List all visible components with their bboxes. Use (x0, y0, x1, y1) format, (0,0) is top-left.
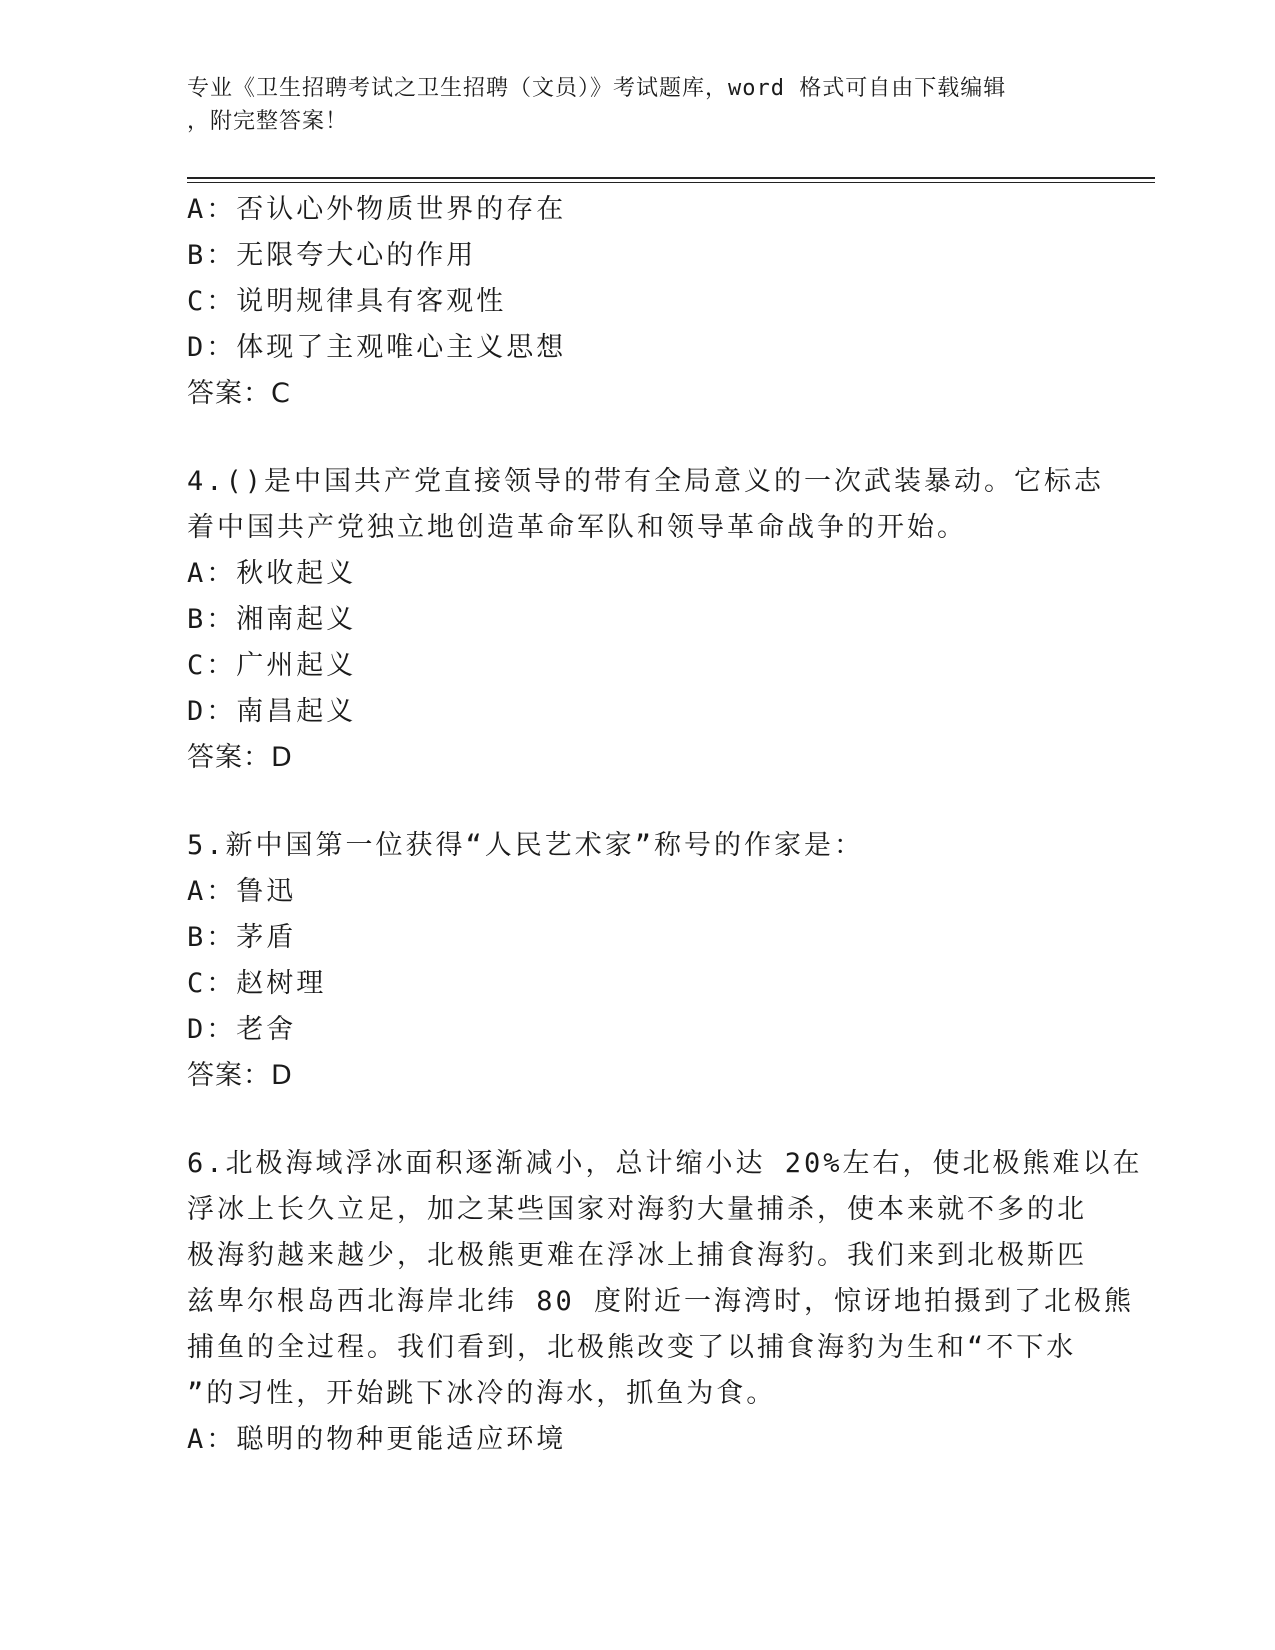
option-b: B：无限夸大心的作用 (187, 240, 477, 271)
header-divider-thin (187, 182, 1155, 183)
question-spacer (187, 417, 1087, 459)
question-stem-line: 着中国共产党独立地创造革命军队和领导革命战争的开始。 (187, 512, 967, 543)
option-a: A：鲁迅 (187, 876, 297, 907)
question-stem-line: 6.北极海域浮冰面积逐渐减小，总计缩小达 20%左右，使北极熊难以在 (187, 1148, 1143, 1179)
option-b: B：湘南起义 (187, 604, 357, 635)
question-spacer (187, 1099, 1087, 1141)
question-stem-line: 4.()是中国共产党直接领导的带有全局意义的一次武装暴动。它标志 (187, 466, 1105, 497)
question-5 (187, 823, 1087, 1099)
question-stem-line: ”的习性，开始跳下冰冷的海水，抓鱼为食。 (187, 1378, 777, 1409)
question-6 (187, 1141, 1143, 1463)
option-c: C：赵树理 (187, 968, 327, 999)
question-list (187, 187, 1143, 1463)
option-c: C：说明规律具有客观性 (187, 286, 507, 317)
question-stem-line: 极海豹越来越少，北极熊更难在浮冰上捕食海豹。我们来到北极斯匹 (187, 1240, 1087, 1271)
answer-line: 答案：C (187, 378, 291, 409)
question-3 (187, 187, 1087, 417)
question-4 (187, 459, 1105, 781)
option-d: D：体现了主观唯心主义思想 (187, 332, 567, 363)
option-d: D：南昌起义 (187, 696, 357, 727)
question-stem-line: 5.新中国第一位获得“人民艺术家”称号的作家是： (187, 830, 865, 861)
option-a: A：否认心外物质世界的存在 (187, 194, 567, 225)
header-line-2: ，附完整答案！ (187, 109, 349, 134)
question-stem-line: 兹卑尔根岛西北海岸北纬 80 度附近一海湾时，惊讶地拍摄到了北极熊 (187, 1286, 1135, 1317)
document-header (187, 72, 1077, 138)
option-b: B：茅盾 (187, 922, 297, 953)
option-c: C：广州起义 (187, 650, 357, 681)
question-stem-line: 捕鱼的全过程。我们看到，北极熊改变了以捕食海豹为生和“不下水 (187, 1332, 1077, 1363)
question-spacer (187, 781, 1087, 823)
option-a: A：聪明的物种更能适应环境 (187, 1424, 567, 1455)
answer-line: 答案：D (187, 742, 293, 773)
option-d: D：老舍 (187, 1014, 297, 1045)
question-stem-line: 浮冰上长久立足，加之某些国家对海豹大量捕杀，使本来就不多的北 (187, 1194, 1087, 1225)
option-a: A：秋收起义 (187, 558, 357, 589)
answer-line: 答案：D (187, 1060, 293, 1091)
header-divider-thick (187, 177, 1155, 179)
header-line-1: 专业《卫生招聘考试之卫生招聘（文员）》考试题库，word 格式可自由下载编辑 (187, 76, 1007, 101)
